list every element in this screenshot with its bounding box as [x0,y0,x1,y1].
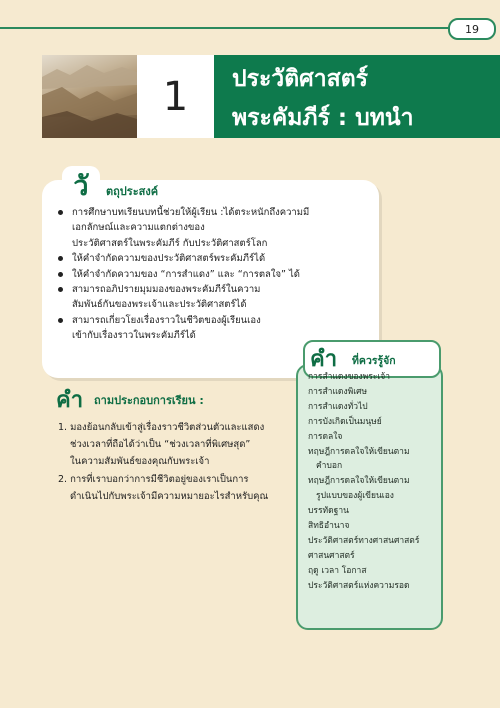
term-item-continued: รูปแบบของผู้เขียนเอง [316,491,394,502]
objectives-title: ตถุประสงค์ [106,185,159,198]
top-rule [0,27,452,29]
objective-item [52,267,372,282]
term-item: บรรทัดฐาน [308,506,349,517]
terms-list [308,370,436,594]
objective-item [52,282,372,313]
question-line: ในความสัมพันธ์ของคุณกับพระเจ้า [70,456,210,467]
term-item-continued: คำบอก [316,461,343,472]
page-number: 19 [448,18,496,40]
objective-line: ประวัติศาสตร์ในพระคัมภีร์ กับประวัติศาสตร์โลก [72,237,268,249]
question-item [58,471,288,505]
term-item: ประวัติศาสตร์แห่งความรอด [308,580,410,591]
objective-line: สัมพันธ์กันของพระเจ้าและประวัติศาสตร์ได้ [72,299,247,311]
terms-big-word: คำ [310,347,338,372]
question-line: ดำเนินไปกับพระเจ้ามีความหมายอะไรสำหรับคุณ [70,491,269,502]
landscape-photo-ridges [42,55,137,138]
term-item: สิทธิอำนาจ [308,521,350,532]
term-item: การดลใจ [308,431,343,442]
questions-title: ถามประกอบการเรียน : [94,394,204,407]
term-item: ทฤษฎีการดลใจให้เขียนตาม [308,446,410,457]
question-item [58,419,288,470]
term-item: การสำแดงของพระเจ้า [308,372,391,382]
term-item: ฤดู เวลา โอกาส [308,565,367,576]
chapter-title-line2: พระคัมภีร์ : บทนำ [232,105,414,131]
objectives-big-letter: วั [62,166,100,204]
objective-item [52,251,372,266]
objective-line: สามารถเกี่ยวโยงเรื่องราวในชีวิตของผู้เรียนเอง [72,314,261,326]
question-line: 1. มองย้อนกลับเข้าสู่เรื่องราวชีวิตส่วนตัวและแสดง [58,422,265,433]
objective-line: สามารถอภิปรายมุมมองของพระคัมภีร์ในความ [72,284,261,296]
objective-line: เข้ากับเรื่องราวในพระคัมภีร์ได้ [72,330,196,342]
question-line: ช่วงเวลาที่ถือได้ว่าเป็น “ช่วงเวลาที่พิเศษสุด” [70,439,251,450]
chapter-number: 1 [137,55,214,138]
question-line: 2. การที่เราบอกว่าการมีชีวิตอยู่ของเราเป็นการ [58,474,249,485]
objective-line: ให้คำจำกัดความของ “การสำแดง” และ “การตลใจ” ได้ [72,268,300,280]
objective-line: เอกลักษณ์และความแตกต่างของ [72,222,205,234]
objective-line: ให้คำจำกัดความของประวัติศาสตร์พระคัมภีร์ได้ [72,253,266,265]
objective-item [52,205,372,251]
term-item: ทฤษฎีการดลใจให้เขียนตาม [308,476,410,487]
term-item: การบังเกิดเป็นมนุษย์ [308,416,382,427]
term-item: ประวัติศาสตร์ทางศาสนศาสตร์ [308,535,420,546]
questions-list [58,419,288,506]
objective-line: การศึกษาบทเรียนบทนี้ช่วยให้ผู้เรียน :ได้ตระหนักถึงความมี [72,207,310,218]
questions-big-word: คำ [56,388,84,413]
objectives-list [52,205,372,344]
term-item: การสำแดงทั่วไป [308,401,368,412]
term-item: ศาสนศาสตร์ [308,550,355,561]
term-item: การสำแดงพิเศษ [308,386,368,397]
chapter-title-box [214,55,500,138]
chapter-title-line1: ประวัติศาสตร์ [232,66,369,92]
terms-title: ที่ควรรู้จัก [352,355,396,367]
